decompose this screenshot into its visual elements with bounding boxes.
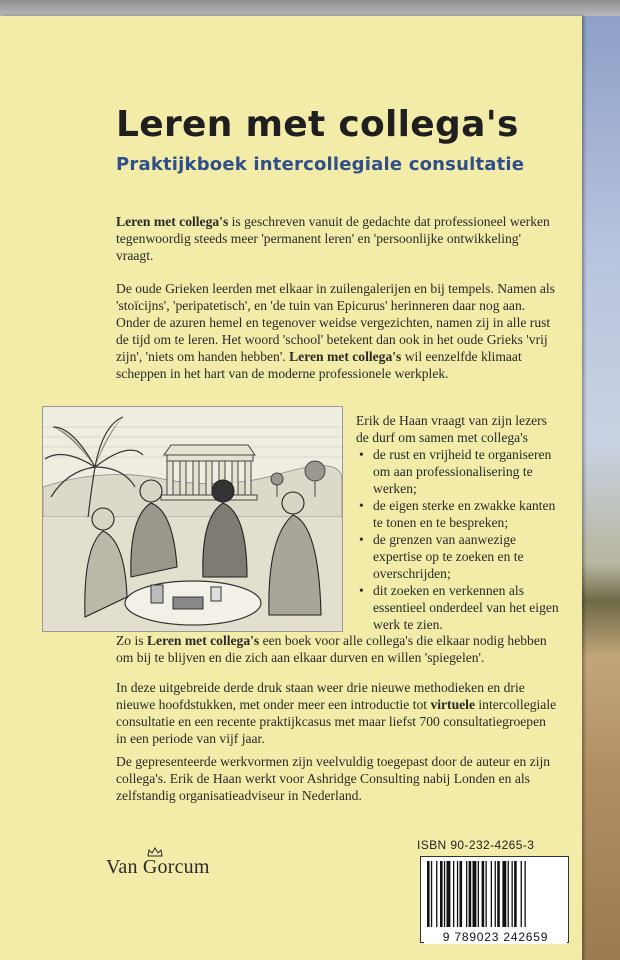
isbn-label: ISBN 90-232-4265-3 xyxy=(417,838,535,852)
reader-request-list xyxy=(356,412,561,633)
sketch-drawing xyxy=(43,407,342,631)
barcode-bar xyxy=(444,861,445,927)
barcode-bar xyxy=(486,861,487,927)
barcode-bar xyxy=(466,861,467,927)
book-back-cover xyxy=(0,16,582,960)
list-intro: Erik de Haan vraagt van zijn lezers de durf om samen met collega's xyxy=(356,413,547,445)
barcode-bar xyxy=(447,861,451,927)
barcode-bar xyxy=(469,861,472,927)
paragraph-text: Zo is xyxy=(116,633,147,648)
barcode-number: 9 789023 242659 xyxy=(424,930,567,944)
barcode-bar xyxy=(460,861,463,927)
barcode-bar xyxy=(436,861,437,927)
barcode-bar xyxy=(495,861,496,927)
paragraph-text: een boek voor alle collega's die elkaar nodig hebben om bij te blijven en die zich aan elkaar durven en willen 'spiegelen'. xyxy=(116,633,547,665)
paragraph-text: is geschreven vanuit de gedachte dat professioneel werken tegenwoordig steeds meer 'permanent leren' en 'persoonlijke ontwikkeling' vraagt. xyxy=(116,214,550,263)
list-item: • dit zoeken en verkennen als essentieel onderdeel van het eigen werk te zien. xyxy=(373,582,561,633)
book-top-edge xyxy=(0,0,620,16)
bold-virtual: virtuele xyxy=(430,697,475,712)
blurb-paragraph-2 xyxy=(116,280,558,382)
list-item: • de grenzen van aanwezige expertise op te zoeken en te overschrijden; xyxy=(373,531,561,582)
barcode-bar xyxy=(491,861,492,927)
publisher-logo: Van Gorcum xyxy=(106,856,210,878)
barcode-bar xyxy=(514,861,517,927)
barcode-bar xyxy=(457,861,458,927)
barcode-bar xyxy=(427,861,430,927)
book-subtitle: Praktijkboek intercollegiale consultatie xyxy=(116,154,525,175)
bold-title-ref: Leren met collega's xyxy=(289,349,402,364)
barcode-bar xyxy=(502,861,506,927)
barcode-bar xyxy=(482,861,485,927)
blurb-paragraph-1 xyxy=(116,213,558,264)
illustration-greek-temple-conversation xyxy=(42,406,343,632)
barcode-bar xyxy=(478,861,479,927)
paragraph-text: wil eenzelfde klimaat scheppen in het hart van de moderne professionele werkplek. xyxy=(116,349,522,381)
bold-title-ref: Leren met collega's xyxy=(116,214,229,229)
background-landscape xyxy=(582,16,620,960)
barcode-bar xyxy=(512,861,513,927)
barcode-bar xyxy=(440,861,443,927)
barcode-bar xyxy=(525,861,526,927)
barcode-bars xyxy=(421,857,568,929)
barcode-bar xyxy=(521,861,522,927)
barcode-bar xyxy=(508,861,509,927)
barcode-bar xyxy=(431,861,432,927)
bullet-list xyxy=(356,446,561,633)
barcode-bar xyxy=(497,861,500,927)
blurb-paragraph-5: De gepresenteerde werkvormen zijn veelvuldig toegepast door de auteur en zijn collega's. Erik de Haan werkt voor Ashridge Consulting nabij Londen en als zelfstandig organisatieadviseur in Nederland. xyxy=(116,754,551,803)
blurb-paragraph-4 xyxy=(116,679,558,747)
paragraph-text: De oude Grieken leerden met elkaar in zuilengalerijen en bij tempels. Namen als 'stoïcijns', 'peripatetisch', en 'de tuin van Epicurus' herinneren daar nog aan. Onder de azuren hemel en tegenover weidse vergezichten, namen zij in alle rust de tijd om te leren. Het woord 'school' betekent dan ook in het oude Grieks 'vrij zijn', 'niets om handen hebben'. xyxy=(116,281,555,364)
barcode-bar xyxy=(453,861,454,927)
paragraph-text: In deze uitgebreide derde druk staan weer drie nieuwe methodieken en drie nieuwe hoofdstukken, met onder meer een introductie tot xyxy=(116,680,525,712)
list-item: • de rust en vrijheid te organiseren om aan professionalisering te werken; xyxy=(373,446,561,497)
list-item: • de eigen sterke en zwakke kanten te tonen en te bespreken; xyxy=(373,497,561,531)
paragraph-text: intercollegiale consultatie en een recente praktijkcasus met maar liefst 700 consultatiegroepen in een periode van vijf jaar. xyxy=(116,697,557,746)
bold-title-ref: Leren met collega's xyxy=(146,633,260,648)
barcode-bar xyxy=(473,861,477,927)
book-title: Leren met collega's xyxy=(116,104,519,145)
blurb-paragraph-3 xyxy=(116,632,558,666)
